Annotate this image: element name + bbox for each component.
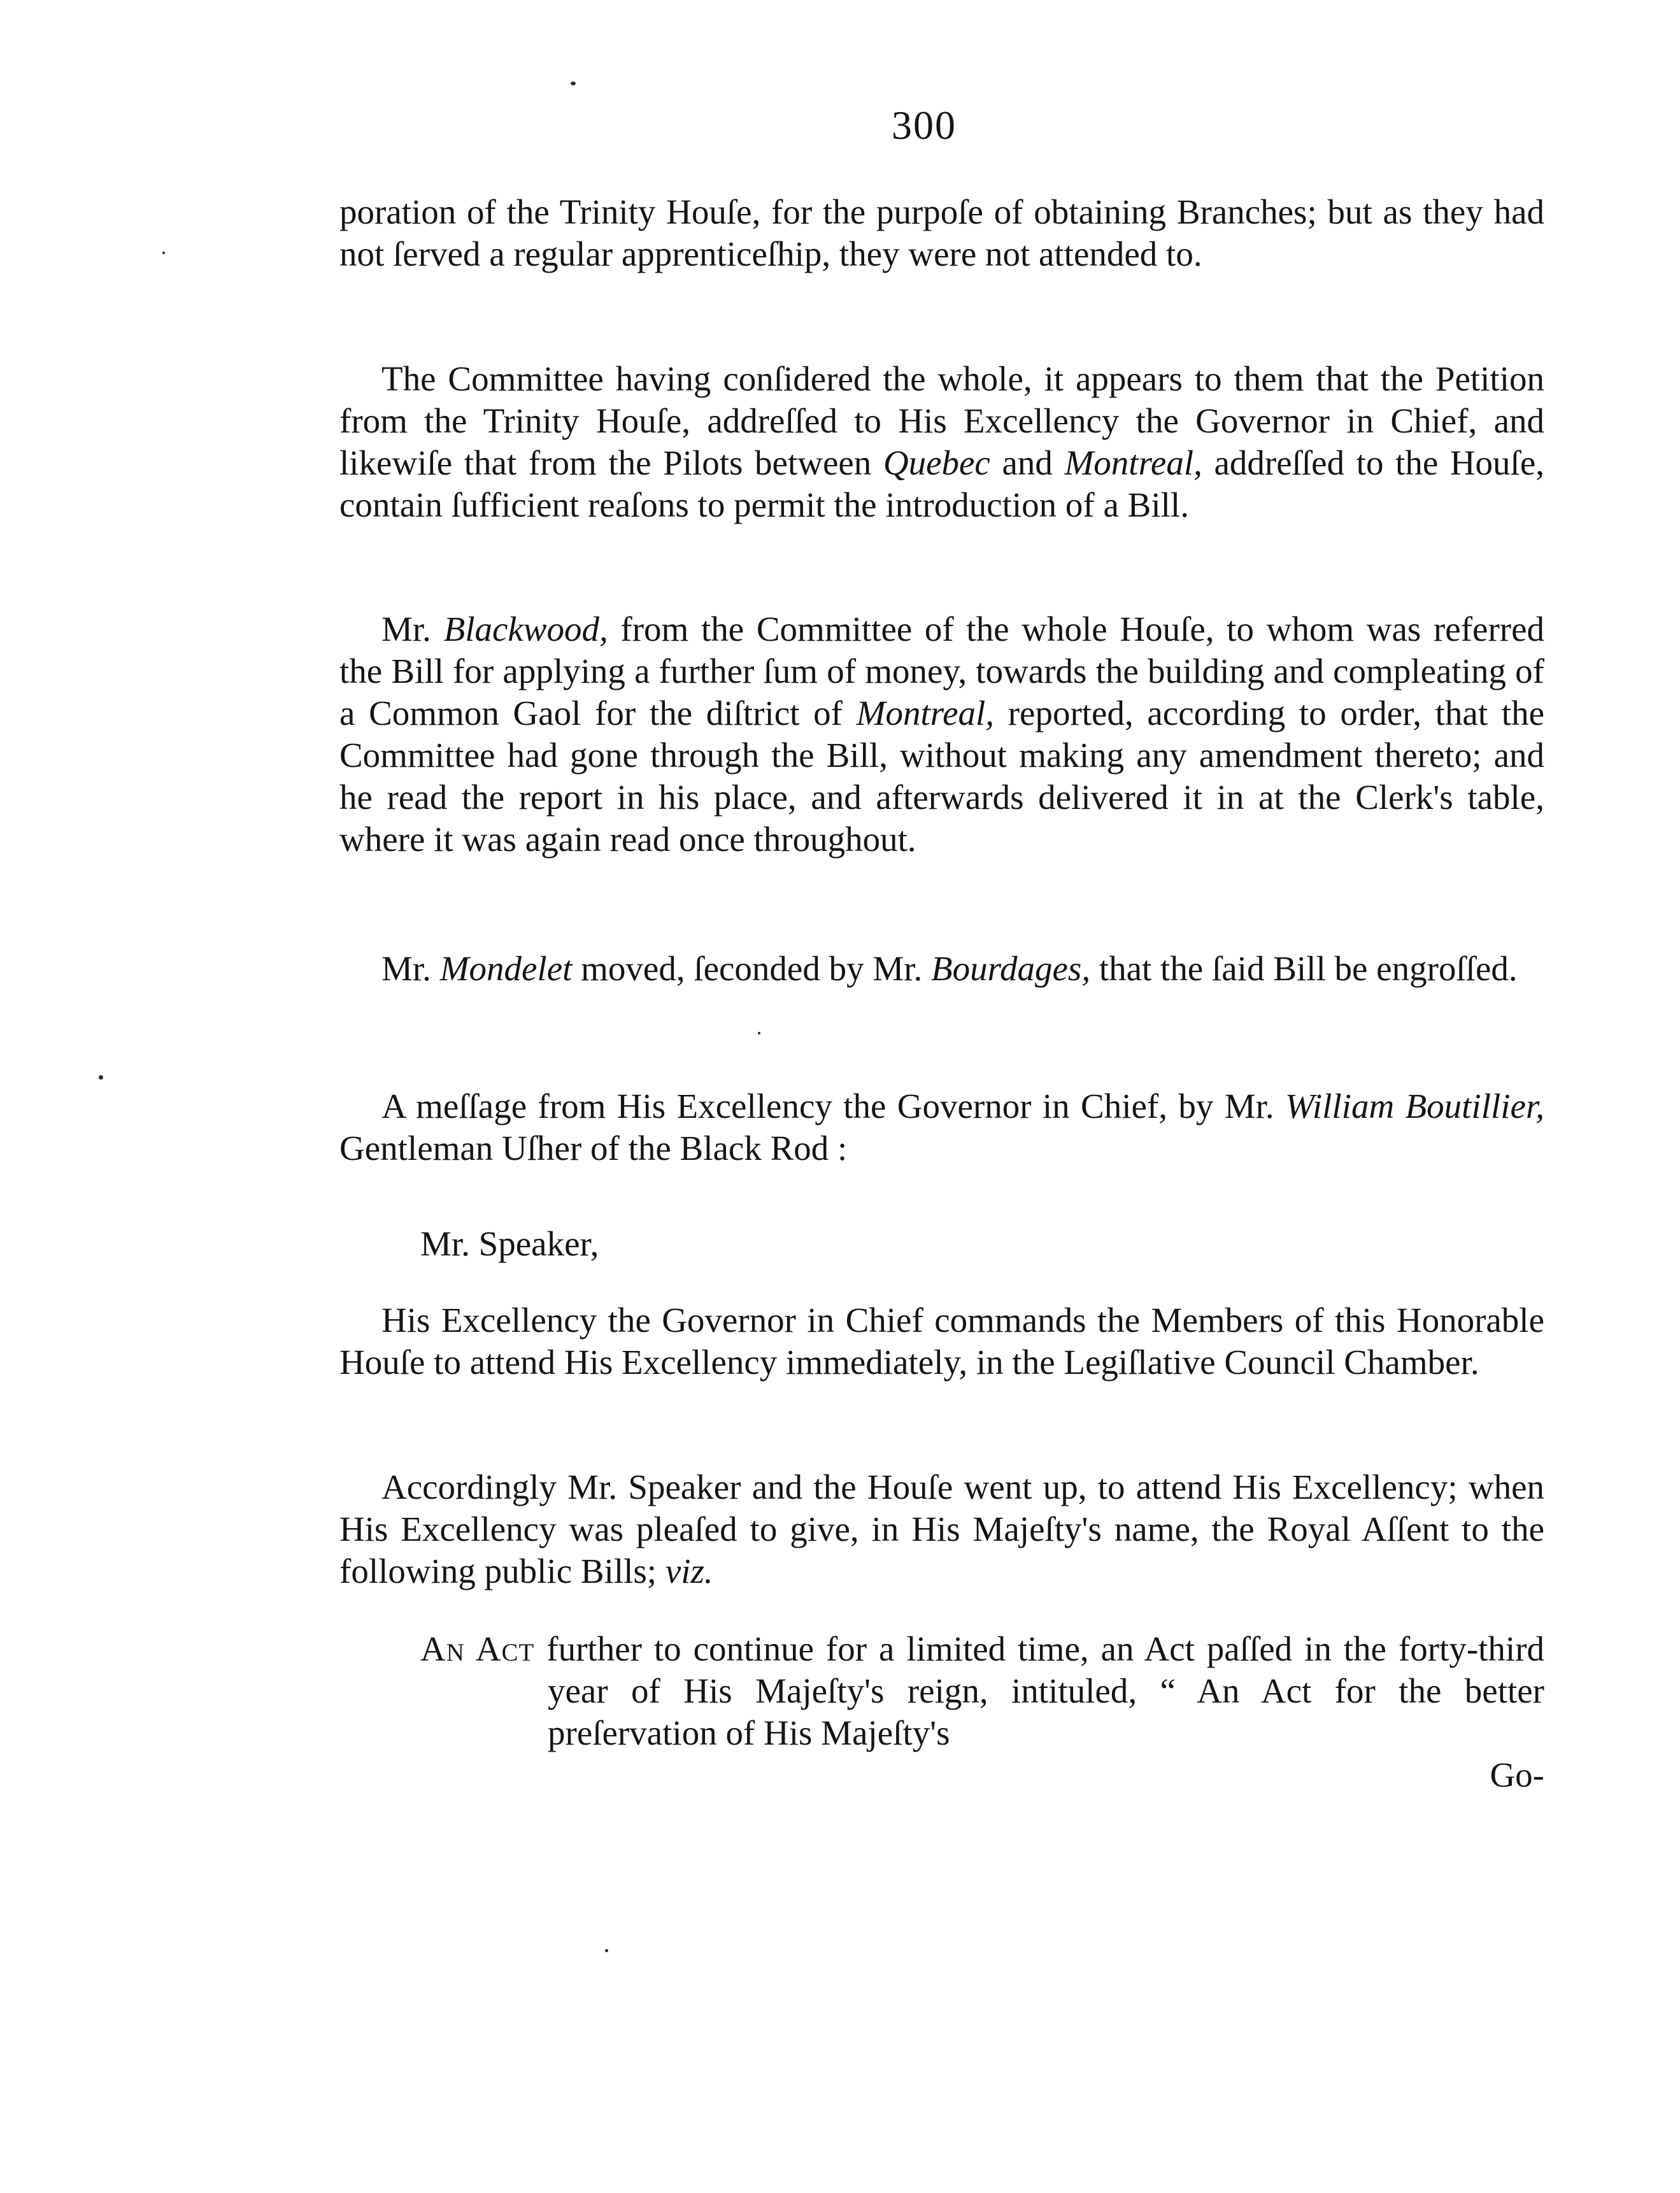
paragraph-governor-command — [339, 1299, 1544, 1383]
scan-speck — [571, 82, 576, 85]
act-heading: An Act — [420, 1629, 535, 1668]
page-number: 300 — [892, 103, 957, 148]
paragraph-trinity-house — [339, 191, 1544, 275]
paragraph-text: reported, according to order, that the Committee had gone through the Bill, without making any amendment thereto; and he read the report in his place, and afterwards delivered it in at the Clerk's table, where it was again read once throughout. — [339, 694, 1545, 859]
paragraph-text: Gentleman Uſher of the Black Rod : — [339, 1129, 848, 1168]
viz-abbreviation: viz. — [665, 1552, 713, 1590]
paragraph-text: from the Committee of the whole Houſe, to whom was referred the Bill for applying a further ſum of money, towards the building and compleating of a Common Gaol for the diſtrict of — [339, 610, 1544, 732]
scan-speck — [162, 252, 165, 254]
catchword: Go- — [1490, 1755, 1544, 1794]
paragraph-text: moved, ſeconded by Mr. — [572, 949, 932, 988]
paragraph-text: The Committee having conſidered the whole, it appears to them that the Petition from the Trinity Houſe, addreſſed to His Excellency the Governor in Chief, and likewiſe that from the Pilots between — [339, 359, 1544, 482]
person-name-mondelet: Mondelet — [439, 949, 573, 988]
person-name-bourdages: Bourdages, — [931, 949, 1091, 988]
paragraph-text: A meſſage from His Excellency the Governor in Chief, by Mr. — [381, 1087, 1286, 1125]
paragraph-royal-assent — [339, 1466, 1544, 1592]
paragraph-text: His Excellency the Governor in Chief commands the Members of this Honorable Houſe to attend His Excellency immediately, in the Legiſlative Council Chamber. — [339, 1301, 1544, 1382]
place-name-montreal: Montreal, — [1064, 443, 1202, 482]
paragraph-text: Mr. — [381, 610, 444, 648]
scan-speck — [758, 1032, 760, 1034]
salutation: Mr. Speaker, — [420, 1224, 599, 1263]
paragraph-text: that the ſaid Bill be engroſſed. — [1090, 949, 1518, 988]
paragraph-blackwood-report — [339, 608, 1544, 861]
place-name-quebec: Quebec — [883, 443, 990, 482]
paragraph-text: poration of the Trinity Houſe, for the purpoſe of obtaining Branches; but as they had not ſerved a regular apprenticeſhip, they were not attended to. — [339, 192, 1544, 273]
person-name-boutillier: William Boutillier, — [1285, 1087, 1545, 1125]
paragraph-text: addreſſed to the Houſe, contain ſufficient reaſons to permit the introduction of a Bill. — [339, 443, 1545, 524]
scan-speck — [605, 1949, 608, 1952]
paragraph-text: Accordingly Mr. Speaker and the Houſe went up, to attend His Excellency; when His Excellency was pleaſed to give, in His Majeſty's name, the Royal Aſſent to the following public Bills; — [339, 1468, 1544, 1590]
act-text: further to continue for a limited time, an Act paſſed in the forty-third year of His Majeſty's reign, intituled, “ An Act for the better preſervation of His Majeſty's — [534, 1629, 1545, 1752]
scan-speck — [99, 1075, 103, 1080]
person-name-blackwood: Blackwood, — [443, 610, 608, 648]
place-name-montreal: Montreal, — [856, 694, 995, 732]
paragraph-governor-message — [339, 1085, 1544, 1169]
paragraph-mondelet-motion — [339, 948, 1544, 990]
paragraph-text: Mr. — [381, 949, 440, 988]
paragraph-text: and — [990, 443, 1065, 482]
paragraph-committee-finding — [339, 358, 1544, 526]
act-entry — [420, 1628, 1544, 1754]
